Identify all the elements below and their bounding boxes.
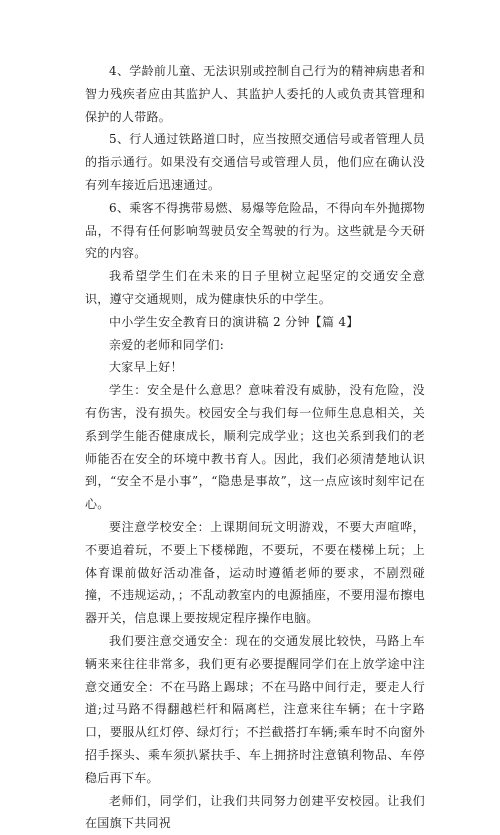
body-paragraph-safety-meaning: 学生：安全是什么意思？意味着没有威胁，没有危险，没有伤害，没有损失。校园安全与我们每一位师生息息相关，关系到学生能否健康成长，顺利完成学业；这也关系到我们的老师能否在安全的环境中教书育人。因此，我们必须清楚地认识到，“安全不是小事”，“隐患是事故”，这一点应该时刻牢记在心。 — [85, 379, 425, 516]
document-body — [85, 60, 425, 835]
paragraph-item-4: 4、学龄前儿童、无法识别或控制自己行为的精神病患者和智力残疾者应由其监护人、其监护人委托的人或负责其管理和保护的人带路。 — [85, 60, 425, 128]
paragraph-item-6: 6、乘客不得携带易燃、易爆等危险品，不得向车外抛掷物品，不得有任何影响驾驶员安全驾驶的行为。这些就是今天研究的内容。 — [85, 197, 425, 265]
body-paragraph-school-safety: 要注意学校安全：上课期间玩文明游戏，不要大声喧哗，不要追着玩，不要上下楼梯跑，不要玩，不要在楼梯上玩；上体育课前做好活动准备，运动时遵循老师的要求，不剧烈碰撞，不违规运动，；不乱动教室内的电源插座，不要用湿布擦电器开关，信息课上要按规定程序操作电脑。 — [85, 516, 425, 630]
paragraph-hope: 我希望学生们在未来的日子里树立起坚定的交通安全意识，遵守交通规则，成为健康快乐的中学生。 — [85, 265, 425, 311]
paragraph-item-5: 5、行人通过铁路道口时，应当按照交通信号或者管理人员的指示通行。如果没有交通信号或管理人员，他们应在确认没有列车接近后迅速通过。 — [85, 128, 425, 196]
body-paragraph-closing: 老师们，同学们，让我们共同努力创建平安校园。让我们在国旗下共同祝 — [85, 790, 425, 835]
body-paragraph-traffic-safety: 我们要注意交通安全：现在的交通发展比较快，马路上车辆来来往往非常多，我们更有必要提醒同学们在上放学途中注意交通安全：不在马路上踢球；不在马路中间行走，要走人行道;过马路不得翻越栏杆和隔离栏，注意来往车辆；在十字路口，要服从红灯停、绿灯行；不拦截搭打车辆;乘车时不向窗外招手探头、乘车须扒紧扶手、车上拥挤时注意镇利物品、车停稳后再下车。 — [85, 630, 425, 790]
section-title: 中小学生安全教育日的演讲稿 2 分钟【篇 4】 — [85, 311, 425, 334]
salutation: 亲爱的老师和同学们: — [85, 334, 425, 357]
greeting: 大家早上好！ — [85, 356, 425, 379]
